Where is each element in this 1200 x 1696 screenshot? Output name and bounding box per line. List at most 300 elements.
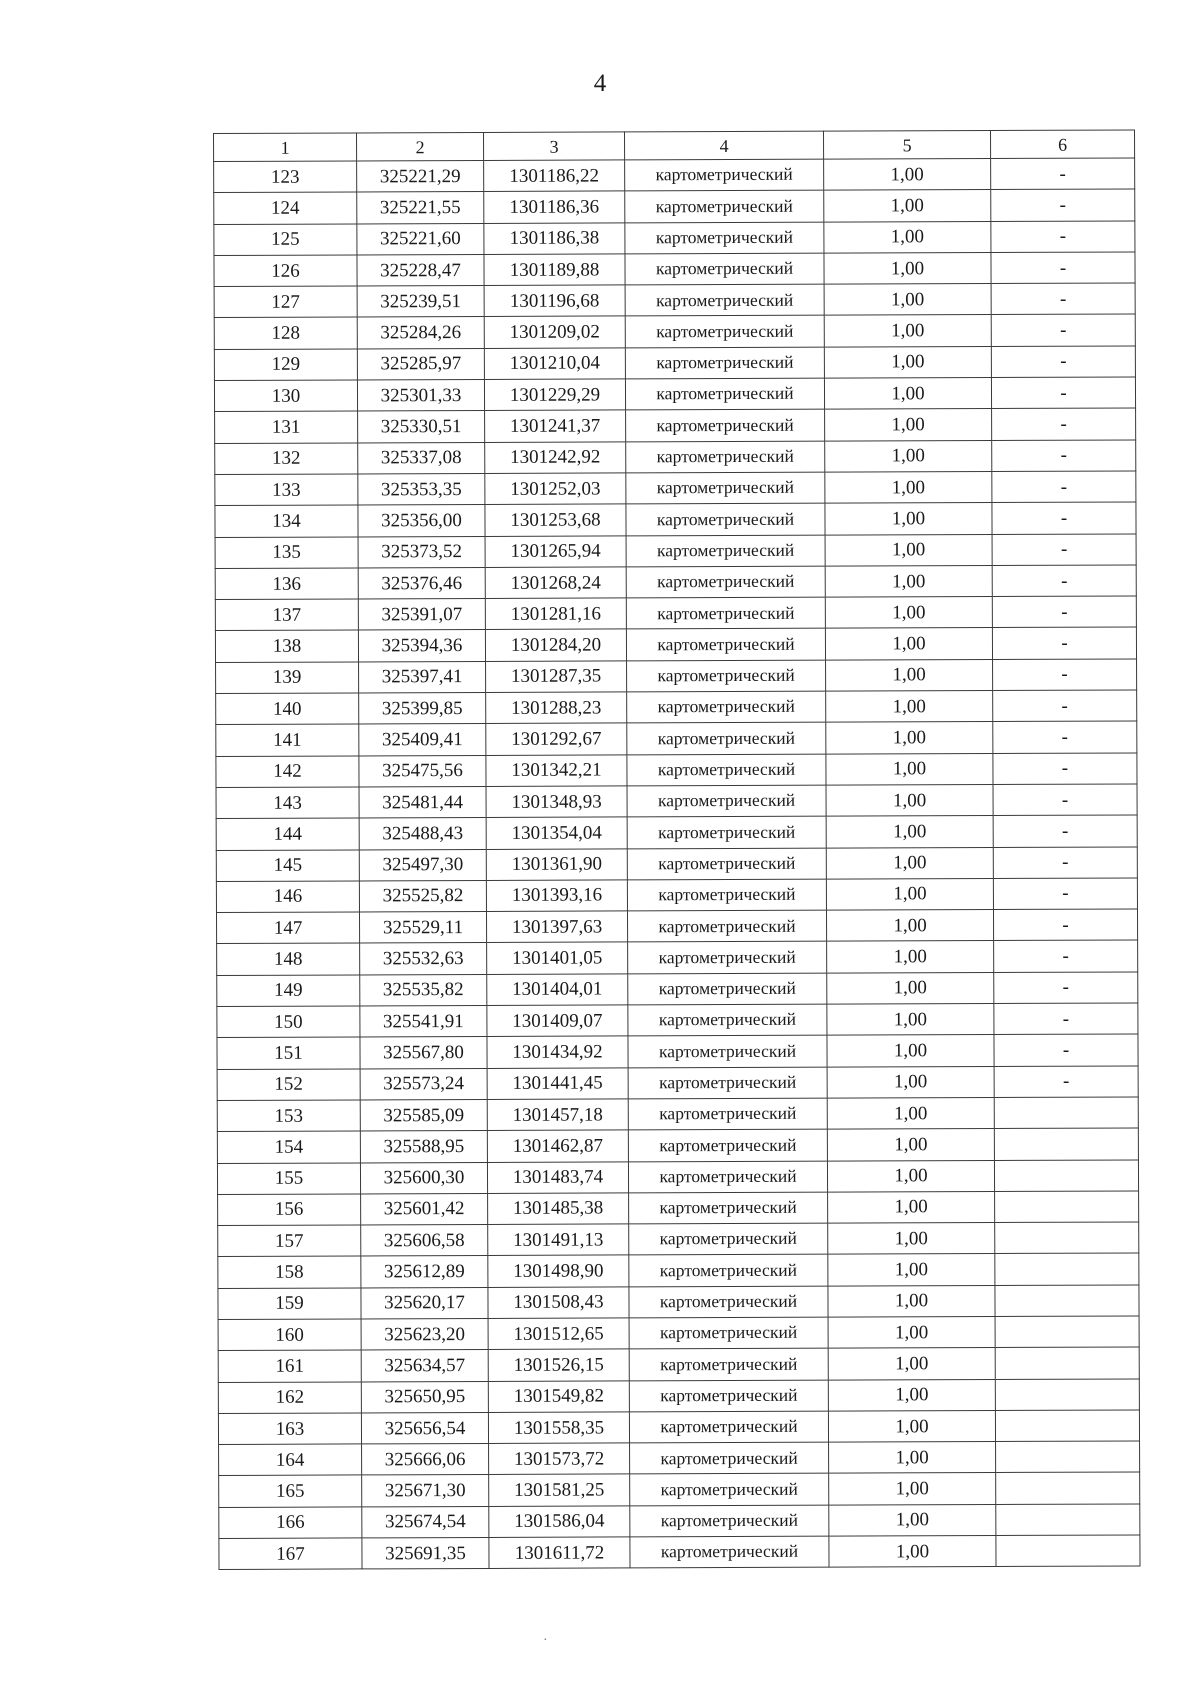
point-number-cell: 123	[214, 161, 357, 193]
method-cell: картометрический	[628, 1035, 827, 1067]
table-row	[218, 1410, 1139, 1445]
note-cell	[995, 1222, 1139, 1254]
table-header-row	[214, 130, 1135, 162]
note-cell: -	[991, 252, 1135, 284]
accuracy-cell: 1,00	[827, 941, 994, 973]
table-row	[214, 189, 1135, 224]
y-coordinate-cell: 1301186,38	[484, 223, 625, 255]
method-cell: картометрический	[626, 472, 825, 504]
note-cell: -	[993, 753, 1137, 785]
note-cell: -	[991, 314, 1135, 346]
x-coordinate-cell: 325221,60	[357, 223, 484, 255]
point-number-cell: 142	[216, 756, 359, 788]
point-number-cell: 138	[215, 630, 358, 662]
x-coordinate-cell: 325337,08	[358, 442, 485, 474]
accuracy-cell: 1,00	[826, 784, 993, 816]
point-number-cell: 133	[215, 474, 358, 506]
point-number-cell: 148	[217, 943, 360, 975]
accuracy-cell: 1,00	[827, 1097, 994, 1129]
y-coordinate-cell: 1301292,67	[486, 723, 627, 755]
accuracy-cell: 1,00	[824, 346, 991, 378]
accuracy-cell: 1,00	[827, 1160, 994, 1192]
accuracy-cell: 1,00	[828, 1379, 995, 1411]
note-cell: -	[992, 471, 1136, 503]
accuracy-cell: 1,00	[824, 190, 991, 222]
accuracy-cell: 1,00	[824, 252, 991, 284]
point-number-cell: 153	[217, 1100, 360, 1132]
table-row	[216, 878, 1137, 913]
point-number-cell: 124	[214, 192, 357, 224]
coordinates-table	[213, 129, 1141, 1570]
table-row	[216, 659, 1137, 694]
x-coordinate-cell: 325221,55	[357, 192, 484, 224]
x-coordinate-cell: 325666,06	[362, 1444, 489, 1476]
note-cell: -	[993, 784, 1137, 816]
column-header-1: 1	[214, 133, 357, 162]
x-coordinate-cell: 325409,41	[359, 724, 486, 756]
y-coordinate-cell: 1301361,90	[486, 848, 627, 880]
note-cell: -	[991, 189, 1135, 221]
table-row	[214, 221, 1135, 256]
accuracy-cell: 1,00	[826, 659, 993, 691]
accuracy-cell: 1,00	[826, 816, 993, 848]
x-coordinate-cell: 325573,24	[360, 1068, 487, 1100]
table-row	[217, 1034, 1138, 1069]
y-coordinate-cell: 1301284,20	[485, 629, 626, 661]
table-row	[216, 784, 1137, 819]
y-coordinate-cell: 1301508,43	[488, 1287, 629, 1319]
accuracy-cell: 1,00	[828, 1254, 995, 1286]
method-cell: картометрический	[626, 566, 825, 598]
x-coordinate-cell: 325391,07	[358, 599, 485, 631]
point-number-cell: 135	[215, 537, 358, 569]
method-cell: картометрический	[627, 660, 826, 692]
x-coordinate-cell: 325221,29	[357, 160, 484, 192]
table-row	[217, 1159, 1138, 1194]
note-cell: -	[992, 627, 1136, 659]
table-row	[218, 1316, 1139, 1351]
table-row	[215, 596, 1136, 631]
method-cell: картометрический	[628, 1129, 827, 1161]
y-coordinate-cell: 1301186,22	[484, 160, 625, 192]
x-coordinate-cell: 325239,51	[357, 286, 484, 318]
point-number-cell: 139	[216, 662, 359, 694]
method-cell: картометрический	[629, 1348, 828, 1380]
x-coordinate-cell: 325481,44	[359, 786, 486, 818]
y-coordinate-cell: 1301288,23	[486, 692, 627, 724]
accuracy-cell: 1,00	[827, 1129, 994, 1161]
y-coordinate-cell: 1301281,16	[485, 598, 626, 630]
column-header-5: 5	[823, 131, 990, 160]
note-cell: -	[992, 565, 1136, 597]
point-number-cell: 134	[215, 505, 358, 537]
method-cell: картометрический	[629, 1411, 828, 1443]
y-coordinate-cell: 1301209,02	[484, 316, 625, 348]
table-row	[215, 440, 1136, 475]
y-coordinate-cell: 1301268,24	[485, 567, 626, 599]
note-cell: -	[994, 1034, 1138, 1066]
y-coordinate-cell: 1301210,04	[484, 348, 625, 380]
point-number-cell: 144	[216, 818, 359, 850]
point-number-cell: 132	[215, 443, 358, 475]
point-number-cell: 151	[217, 1037, 360, 1069]
x-coordinate-cell: 325376,46	[358, 567, 485, 599]
method-cell: картометрический	[627, 754, 826, 786]
accuracy-cell: 1,00	[827, 1035, 994, 1067]
x-coordinate-cell: 325330,51	[358, 411, 485, 443]
accuracy-cell: 1,00	[825, 597, 992, 629]
point-number-cell: 154	[217, 1131, 360, 1163]
y-coordinate-cell: 1301229,29	[484, 379, 625, 411]
accuracy-cell: 1,00	[826, 691, 993, 723]
method-cell: картометрический	[628, 1098, 827, 1130]
table-row	[217, 1066, 1138, 1101]
method-cell: картометрический	[629, 1286, 828, 1318]
table-row	[217, 1003, 1138, 1038]
scan-speck: ·	[543, 1633, 548, 1648]
y-coordinate-cell: 1301549,82	[488, 1380, 629, 1412]
method-cell: картометрический	[626, 629, 825, 661]
y-coordinate-cell: 1301265,94	[485, 535, 626, 567]
note-cell	[996, 1472, 1140, 1504]
accuracy-cell: 1,00	[829, 1536, 996, 1568]
table-row	[219, 1504, 1140, 1539]
y-coordinate-cell: 1301189,88	[484, 254, 625, 286]
table-row	[215, 534, 1136, 569]
y-coordinate-cell: 1301342,21	[486, 755, 627, 787]
column-header-6: 6	[990, 130, 1134, 159]
accuracy-cell: 1,00	[825, 565, 992, 597]
accuracy-cell: 1,00	[825, 471, 992, 503]
table-row	[216, 846, 1137, 881]
point-number-cell: 157	[218, 1225, 361, 1257]
accuracy-cell: 1,00	[825, 440, 992, 472]
table-row	[219, 1535, 1140, 1570]
table-row	[214, 377, 1135, 412]
column-header-2: 2	[357, 132, 484, 160]
method-cell: картометрический	[628, 1004, 827, 1036]
coordinates-table-body	[214, 130, 1141, 1570]
point-number-cell: 141	[216, 724, 359, 756]
table-row	[214, 158, 1135, 193]
method-cell: картометрический	[630, 1536, 829, 1568]
method-cell: картометрический	[626, 410, 825, 442]
y-coordinate-cell: 1301409,07	[487, 1005, 628, 1037]
point-number-cell: 161	[218, 1350, 361, 1382]
note-cell: -	[994, 1003, 1138, 1035]
y-coordinate-cell: 1301241,37	[485, 410, 626, 442]
y-coordinate-cell: 1301348,93	[486, 786, 627, 818]
method-cell: картометрический	[628, 1161, 827, 1193]
x-coordinate-cell: 325650,95	[361, 1381, 488, 1413]
accuracy-cell: 1,00	[828, 1316, 995, 1348]
table-row	[215, 627, 1136, 662]
note-cell: -	[991, 283, 1135, 315]
accuracy-cell: 1,00	[824, 159, 991, 191]
y-coordinate-cell: 1301586,04	[489, 1506, 630, 1538]
table-row	[214, 283, 1135, 318]
note-cell	[995, 1410, 1139, 1442]
method-cell: картометрический	[625, 316, 824, 348]
accuracy-cell: 1,00	[826, 878, 993, 910]
note-cell	[996, 1504, 1140, 1536]
note-cell	[995, 1347, 1139, 1379]
x-coordinate-cell: 325634,57	[361, 1350, 488, 1382]
table-row	[218, 1191, 1139, 1226]
point-number-cell: 131	[215, 411, 358, 443]
x-coordinate-cell: 325620,17	[361, 1287, 488, 1319]
table-row	[219, 1472, 1140, 1507]
point-number-cell: 149	[217, 975, 360, 1007]
accuracy-cell: 1,00	[828, 1348, 995, 1380]
x-coordinate-cell: 325525,82	[359, 880, 486, 912]
x-coordinate-cell: 325488,43	[359, 818, 486, 850]
y-coordinate-cell: 1301457,18	[487, 1099, 628, 1131]
table-row	[218, 1285, 1139, 1320]
accuracy-cell: 1,00	[826, 910, 993, 942]
point-number-cell: 127	[214, 286, 357, 318]
x-coordinate-cell: 325691,35	[362, 1538, 489, 1570]
point-number-cell: 156	[218, 1194, 361, 1226]
table-row	[219, 1441, 1140, 1476]
note-cell: -	[993, 815, 1137, 847]
x-coordinate-cell: 325228,47	[357, 254, 484, 286]
table-row	[216, 909, 1137, 944]
point-number-cell: 146	[216, 881, 359, 913]
accuracy-cell: 1,00	[827, 1004, 994, 1036]
y-coordinate-cell: 1301462,87	[487, 1130, 628, 1162]
method-cell: картометрический	[627, 722, 826, 754]
table-row	[217, 1097, 1138, 1132]
table-row	[215, 408, 1136, 443]
x-coordinate-cell: 325356,00	[358, 505, 485, 537]
x-coordinate-cell: 325656,54	[361, 1412, 488, 1444]
x-coordinate-cell: 325497,30	[359, 849, 486, 881]
accuracy-cell: 1,00	[828, 1191, 995, 1223]
method-cell: картометрический	[630, 1474, 829, 1506]
x-coordinate-cell: 325284,26	[357, 317, 484, 349]
method-cell: картометрический	[625, 190, 824, 222]
note-cell	[994, 1159, 1138, 1191]
method-cell: картометрический	[627, 848, 826, 880]
point-number-cell: 159	[218, 1288, 361, 1320]
y-coordinate-cell: 1301558,35	[488, 1412, 629, 1444]
y-coordinate-cell: 1301434,92	[487, 1036, 628, 1068]
method-cell: картометрический	[626, 503, 825, 535]
accuracy-cell: 1,00	[824, 221, 991, 253]
note-cell	[995, 1253, 1139, 1285]
note-cell: -	[991, 221, 1135, 253]
y-coordinate-cell: 1301483,74	[487, 1161, 628, 1193]
point-number-cell: 126	[214, 255, 357, 287]
y-coordinate-cell: 1301491,13	[488, 1224, 629, 1256]
point-number-cell: 167	[219, 1538, 362, 1570]
accuracy-cell: 1,00	[825, 503, 992, 535]
note-cell: -	[993, 846, 1137, 878]
point-number-cell: 130	[214, 380, 357, 412]
point-number-cell: 165	[219, 1475, 362, 1507]
x-coordinate-cell: 325301,33	[357, 380, 484, 412]
accuracy-cell: 1,00	[825, 409, 992, 441]
accuracy-cell: 1,00	[828, 1285, 995, 1317]
note-cell: -	[993, 659, 1137, 691]
method-cell: картометрический	[625, 347, 824, 379]
point-number-cell: 155	[217, 1162, 360, 1194]
point-number-cell: 152	[217, 1069, 360, 1101]
table-row	[218, 1347, 1139, 1382]
accuracy-cell: 1,00	[824, 284, 991, 316]
y-coordinate-cell: 1301401,05	[487, 942, 628, 974]
note-cell	[995, 1316, 1139, 1348]
x-coordinate-cell: 325399,85	[359, 693, 486, 725]
accuracy-cell: 1,00	[827, 1066, 994, 1098]
method-cell: картометрический	[630, 1442, 829, 1474]
y-coordinate-cell: 1301287,35	[486, 661, 627, 693]
note-cell: -	[993, 721, 1137, 753]
method-cell: картометрический	[630, 1505, 829, 1537]
x-coordinate-cell: 325353,35	[358, 473, 485, 505]
table-row	[216, 815, 1137, 850]
table-row	[214, 314, 1135, 349]
accuracy-cell: 1,00	[827, 972, 994, 1004]
x-coordinate-cell: 325285,97	[357, 348, 484, 380]
note-cell: -	[992, 440, 1136, 472]
table-row	[216, 753, 1137, 788]
x-coordinate-cell: 325588,95	[360, 1131, 487, 1163]
column-header-3: 3	[483, 132, 624, 161]
note-cell: -	[993, 690, 1137, 722]
x-coordinate-cell: 325394,36	[358, 630, 485, 662]
table-row	[214, 346, 1135, 381]
table-row	[215, 502, 1136, 537]
accuracy-cell: 1,00	[826, 753, 993, 785]
method-cell: картометрический	[627, 879, 826, 911]
accuracy-cell: 1,00	[829, 1442, 996, 1474]
x-coordinate-cell: 325623,20	[361, 1318, 488, 1350]
table-row	[215, 565, 1136, 600]
method-cell: картометрический	[626, 441, 825, 473]
y-coordinate-cell: 1301573,72	[489, 1443, 630, 1475]
method-cell: картометрический	[628, 942, 827, 974]
accuracy-cell: 1,00	[825, 534, 992, 566]
note-cell: -	[994, 940, 1138, 972]
point-number-cell: 136	[215, 568, 358, 600]
method-cell: картометрический	[626, 597, 825, 629]
note-cell: -	[992, 596, 1136, 628]
note-cell	[995, 1191, 1139, 1223]
y-coordinate-cell: 1301526,15	[488, 1349, 629, 1381]
page-number: 4	[593, 70, 607, 97]
point-number-cell: 137	[215, 599, 358, 631]
point-number-cell: 166	[219, 1507, 362, 1539]
point-number-cell: 125	[214, 224, 357, 256]
accuracy-cell: 1,00	[828, 1410, 995, 1442]
accuracy-cell: 1,00	[829, 1473, 996, 1505]
method-cell: картометрический	[629, 1317, 828, 1349]
point-number-cell: 147	[216, 912, 359, 944]
accuracy-cell: 1,00	[825, 628, 992, 660]
note-cell	[994, 1128, 1138, 1160]
x-coordinate-cell: 325373,52	[358, 536, 485, 568]
x-coordinate-cell: 325397,41	[359, 661, 486, 693]
method-cell: картометрический	[625, 253, 824, 285]
table-row	[217, 1128, 1138, 1163]
note-cell	[996, 1535, 1140, 1567]
table-row	[218, 1379, 1139, 1414]
method-cell: картометрический	[625, 222, 824, 254]
note-cell	[995, 1285, 1139, 1317]
note-cell	[996, 1441, 1140, 1473]
note-cell: -	[991, 377, 1135, 409]
y-coordinate-cell: 1301186,36	[484, 191, 625, 223]
table-row	[216, 690, 1137, 725]
column-header-4: 4	[624, 131, 823, 160]
point-number-cell: 163	[218, 1413, 361, 1445]
x-coordinate-cell: 325671,30	[362, 1475, 489, 1507]
method-cell: картометрический	[629, 1223, 828, 1255]
point-number-cell: 160	[218, 1319, 361, 1351]
x-coordinate-cell: 325674,54	[362, 1506, 489, 1538]
table-row	[215, 471, 1136, 506]
x-coordinate-cell: 325612,89	[361, 1256, 488, 1288]
method-cell: картометрический	[629, 1192, 828, 1224]
x-coordinate-cell: 325529,11	[359, 912, 486, 944]
y-coordinate-cell: 1301397,63	[486, 911, 627, 943]
method-cell: картометрический	[629, 1380, 828, 1412]
point-number-cell: 162	[218, 1382, 361, 1414]
y-coordinate-cell: 1301512,65	[488, 1318, 629, 1350]
note-cell: -	[992, 408, 1136, 440]
x-coordinate-cell: 325475,56	[359, 755, 486, 787]
table-row	[217, 940, 1138, 975]
note-cell: -	[991, 158, 1135, 190]
y-coordinate-cell: 1301252,03	[485, 473, 626, 505]
method-cell: картометрический	[629, 1255, 828, 1287]
table-row	[214, 252, 1135, 287]
point-number-cell: 145	[216, 849, 359, 881]
y-coordinate-cell: 1301242,92	[485, 442, 626, 474]
point-number-cell: 158	[218, 1256, 361, 1288]
note-cell: -	[992, 534, 1136, 566]
method-cell: картометрический	[625, 378, 824, 410]
y-coordinate-cell: 1301611,72	[489, 1537, 630, 1569]
accuracy-cell: 1,00	[828, 1223, 995, 1255]
note-cell: -	[993, 878, 1137, 910]
y-coordinate-cell: 1301441,45	[487, 1068, 628, 1100]
x-coordinate-cell: 325606,58	[361, 1225, 488, 1257]
y-coordinate-cell: 1301354,04	[486, 817, 627, 849]
y-coordinate-cell: 1301393,16	[486, 880, 627, 912]
x-coordinate-cell: 325535,82	[360, 974, 487, 1006]
method-cell: картометрический	[625, 159, 824, 191]
method-cell: картометрический	[628, 1067, 827, 1099]
x-coordinate-cell: 325601,42	[361, 1193, 488, 1225]
method-cell: картометрический	[627, 691, 826, 723]
accuracy-cell: 1,00	[826, 847, 993, 879]
y-coordinate-cell: 1301196,68	[484, 285, 625, 317]
note-cell: -	[994, 1066, 1138, 1098]
table-row	[217, 972, 1138, 1007]
x-coordinate-cell: 325567,80	[360, 1037, 487, 1069]
method-cell: картометрический	[627, 910, 826, 942]
y-coordinate-cell: 1301485,38	[488, 1193, 629, 1225]
accuracy-cell: 1,00	[829, 1504, 996, 1536]
point-number-cell: 143	[216, 787, 359, 819]
point-number-cell: 140	[216, 693, 359, 725]
point-number-cell: 164	[219, 1444, 362, 1476]
point-number-cell: 128	[214, 317, 357, 349]
point-number-cell: 129	[214, 349, 357, 381]
